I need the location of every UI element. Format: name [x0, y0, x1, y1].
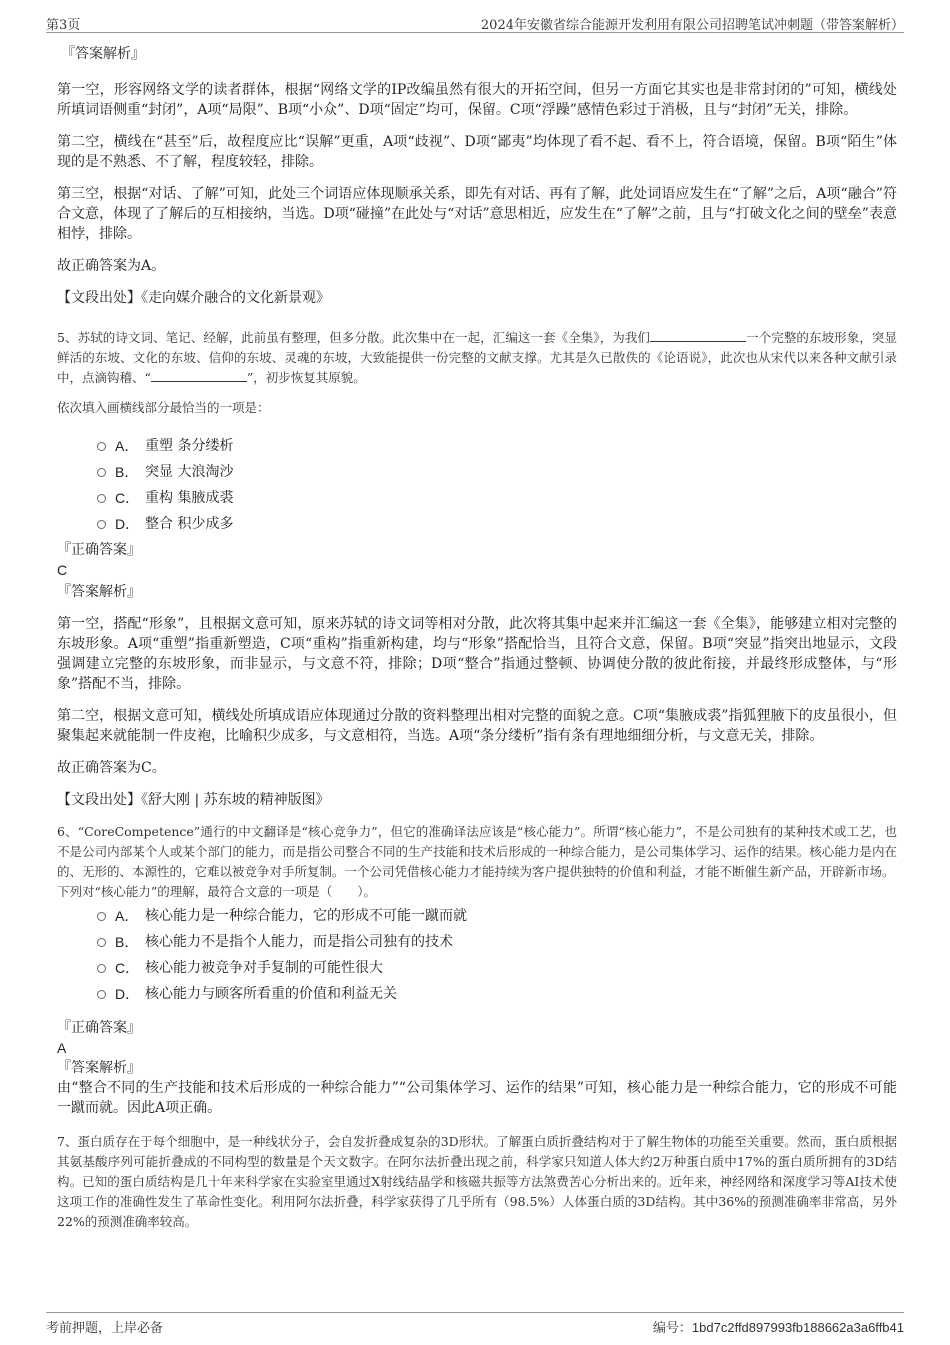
page-number: 第3页: [46, 18, 81, 33]
q6-answer-label: 『正确答案』: [57, 1020, 141, 1036]
q4-analysis-label: 『答案解析』: [61, 46, 145, 62]
code-value: 1bd7c2ffd897993fb188662a3a6ffb41: [691, 1320, 904, 1335]
radio-icon[interactable]: [97, 468, 106, 477]
q6-option-d[interactable]: [97, 984, 897, 1004]
option-text: 整合 积少成多: [145, 516, 234, 532]
q6-stem: 6、“CoreCompetence”通行的中文翻译是“核心竞争力”，但它的准确译法应该是“核心能力”。所谓“核心能力”，不是公司独有的某种技术或工艺，也不是公司内部某个人或某个部门的能力，而是指公司整合不同的生产技能和技术后形成的一种综合能力，是公司集体学习、运作的结果。核心能力是内在的、无形的、本源性的，它难以被竞争对手所复制。一个公司凭借核心能力才能持续为客户提供独特的价值和利益，才能不断催生新产品，开辟新市场。: [57, 824, 897, 879]
q5-analysis-p1: 第一空，搭配“形象”，且根据文意可知，原来苏轼的诗文词等相对分散，此次将其集中起来并汇编这一套《全集》，能够建立相对完整的东坡形象。A项“重塑”指重新塑造，C项“重构”指重新构建，均与“形象”搭配恰当，且符合文意，保留。B项“突显”指突出地显示，文段强调建立完整的东坡形象，而非显示，与文意不符，排除；D项“整合”指通过整顿、协调使分散的彼此衔接，并最终形成整体，与“形象”搭配不当，排除。: [57, 616, 897, 692]
q4-conclusion: 故正确答案为A。: [57, 258, 166, 274]
option-letter: B．: [115, 934, 139, 950]
radio-icon[interactable]: [97, 990, 106, 999]
radio-icon[interactable]: [97, 964, 106, 973]
q5-analysis-p2: 第二空，根据文意可知，横线处所填成语应体现通过分散的资料整理出相对完整的面貌之意。C项“集腋成裘”指狐狸腋下的皮虽很小，但聚集起来就能制一件皮袍，比喻积少成多，与文意相符，当选。A项“条分缕析”指有条有理地细细分析，与文意无关，排除。: [57, 708, 897, 744]
radio-icon[interactable]: [97, 912, 106, 921]
q4-analysis-p1: 第一空，形容网络文学的读者群体，根据“网络文学的IP改编虽然有很大的开拓空间，但另一方面它其实也是非常封闭的”可知，横线处所填词语侧重“封闭”，A项“局限”、B项“小众”、D项“固定”均可，保留。C项“浮躁”感情色彩过于消极，且与“封闭”无关，排除。: [57, 82, 897, 118]
q5-blank-2: [151, 369, 247, 382]
q5-stem: [57, 328, 897, 388]
q6-answer: A: [57, 1040, 67, 1056]
q6-prompt: 下列对“核心能力”的理解，最符合文意的一项是（ ）。: [57, 884, 377, 899]
q5-stem-part3: ”，初步恢复其原貌。: [246, 370, 366, 385]
q5-blank-1: [650, 329, 746, 342]
document-body: [57, 44, 897, 1232]
q5-prompt: 依次填入画横线部分最恰当的一项是：: [57, 400, 270, 415]
q5-stem-part2: 一个完整的东坡形象，突显鲜活的东坡、文化的东坡、信仰的东坡、灵魂的东坡，大致能提供一份完整的文献支撑。尤其是久已散佚的《论语说》，此次也从宋代以来各种文献引录中，点滴钩稽、“: [57, 330, 897, 385]
radio-icon[interactable]: [97, 938, 106, 947]
q6-analysis: 由“整合不同的生产技能和技术后形成的一种综合能力”“公司集体学习、运作的结果”可知，核心能力是一种综合能力，它的形成不可能一蹴而就。因此A项正确。: [57, 1080, 897, 1116]
radio-icon[interactable]: [97, 520, 106, 529]
q5-option-d[interactable]: [97, 514, 897, 534]
q4-analysis-p3: 第三空，根据“对话、了解”可知，此处三个词语应体现顺承关系，即先有对话、再有了解，此处词语应发生在“了解”之后，A项“融合”符合文意，体现了了解后的互相接纳，当选。D项“碰撞”在此处与“对话”意思相近，应发生在“了解”之前，且与“打破文化之间的壁垒”表意相悖，排除。: [57, 186, 897, 242]
q5-source: 【文段出处】《舒大刚 | 苏东坡的精神版图》: [57, 792, 330, 808]
option-letter: D．: [115, 986, 140, 1002]
q5-option-c[interactable]: [97, 488, 897, 508]
footer-slogan: 考前押题，上岸必备: [46, 1321, 164, 1336]
q6-option-b[interactable]: [97, 932, 897, 952]
q7-stem: 7、蛋白质存在于每个细胞中，是一种线状分子，会自发折叠成复杂的3D形状。了解蛋白质折叠结构对于了解生物体的功能至关重要。然而，蛋白质根据其氨基酸序列可能折叠成的不同构型的数量是个天文数字。在阿尔法折叠出现之前，科学家只知道人体大约2万种蛋白质中17%的蛋白质所拥有的3D结构。已知的蛋白质结构是几十年来科学家在实验室里通过X射线结晶学和核磁共振等方法煞费苦心分析出来的。近年来，神经网络和深度学习等AI技术使这项工作的准确性发生了革命性变化。利用阿尔法折叠，科学家获得了几乎所有（98.5%）人体蛋白质的3D结构。其中36%的预测准确率非常高，另外22%的预测准确率较高。: [57, 1134, 897, 1229]
document-title: 2024年安徽省综合能源开发利用有限公司招聘笔试冲刺题（带答案解析）: [480, 18, 904, 33]
q4-source: 【文段出处】《走向媒介融合的文化新景观》: [57, 290, 330, 306]
option-letter: B．: [115, 464, 139, 480]
q6-options: [57, 906, 897, 1004]
page-header: [46, 12, 904, 33]
option-letter: A．: [115, 438, 139, 454]
q5-stem-part1: 5、苏轼的诗文词、笔记、经解，此前虽有整理，但多分散。此次集中在一起，汇编这一套《全集》，为我们: [57, 330, 651, 345]
q5-option-a[interactable]: [97, 436, 897, 456]
q5-conclusion: 故正确答案为C。: [57, 760, 166, 776]
option-text: 核心能力不是指个人能力，而是指公司独有的技术: [145, 934, 453, 950]
radio-icon[interactable]: [97, 442, 106, 451]
radio-icon[interactable]: [97, 494, 106, 503]
option-letter: C．: [115, 960, 140, 976]
option-letter: C．: [115, 490, 140, 506]
q6-analysis-label: 『答案解析』: [57, 1060, 141, 1076]
option-text: 重塑 条分缕析: [145, 438, 234, 454]
q5-answer: C: [57, 562, 68, 578]
option-text: 核心能力与顾客所看重的价值和利益无关: [145, 986, 397, 1002]
document-code: [653, 1317, 904, 1336]
q6-option-a[interactable]: [97, 906, 897, 926]
code-label: 编号：: [652, 1321, 692, 1336]
q5-answer-label: 『正确答案』: [57, 542, 141, 558]
q5-option-b[interactable]: [97, 462, 897, 482]
q5-options: [57, 436, 897, 534]
option-letter: D．: [115, 516, 140, 532]
option-text: 核心能力是一种综合能力，它的形成不可能一蹴而就: [145, 908, 467, 924]
option-letter: A．: [115, 908, 139, 924]
q5-analysis-label: 『答案解析』: [57, 584, 141, 600]
page-footer: [46, 1312, 904, 1335]
option-text: 重构 集腋成裘: [145, 490, 234, 506]
q6-option-c[interactable]: [97, 958, 897, 978]
option-text: 突显 大浪淘沙: [145, 464, 234, 480]
option-text: 核心能力被竞争对手复制的可能性很大: [145, 960, 383, 976]
q4-analysis-p2: 第二空，横线在“甚至”后，故程度应比“误解”更重，A项“歧视”、D项“鄙夷”均体现了看不起、看不上，符合语境，保留。B项“陌生”体现的是不熟悉、不了解，程度较轻，排除。: [57, 134, 897, 170]
